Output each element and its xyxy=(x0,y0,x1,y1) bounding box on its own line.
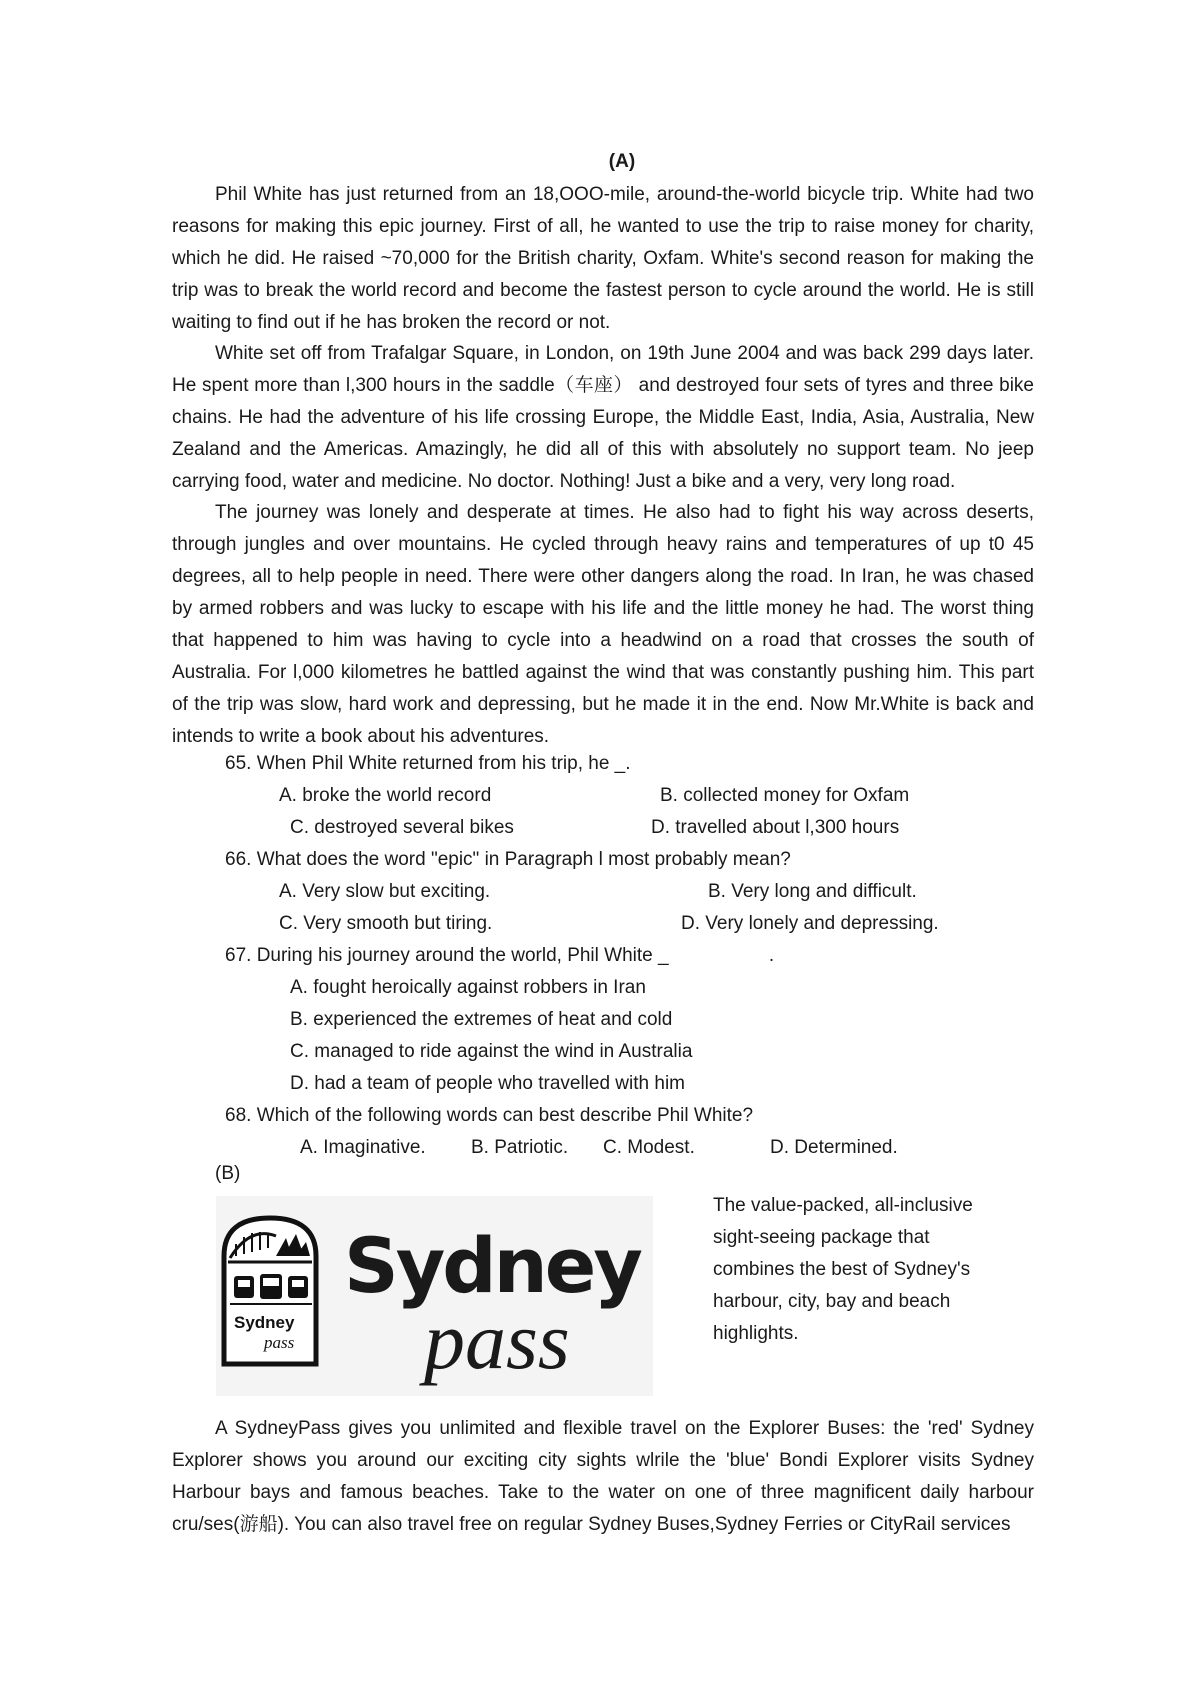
passage-a-paragraph-3: The journey was lonely and desperate at times. He also had to fight his way across deserts, through jungles and over mountains. He cycled through heavy rains and temperatures of up t0 45 degrees, all to help people in need. There were other dangers along the road. In Iran, he was chased by armed robbers and was lucky to escape with his life and the little money he had. The worst thing that happened to him was having to cycle into a headwind on a road that crosses the south of Australia. For l,000 kilometres he battled against the wind that was constantly pushing him. This part of the trip was slow, hard work and depressing, but he made it in the end. Now Mr.White is back and intends to write a book about his adventures. xyxy=(172,502,1034,747)
section-a-heading: (A) xyxy=(608,151,636,172)
question-68-option-c: C. Modest. xyxy=(603,1137,695,1158)
question-65-stem: 65. When Phil White returned from his trip, he _. xyxy=(225,753,631,774)
logo-title: Sydney xyxy=(344,1221,640,1310)
question-67-option-b: B. experienced the extremes of heat and cold xyxy=(290,1009,673,1030)
passage-a-paragraph-1: Phil White has just returned from an 18,OOO-mile, around-the-world bicycle trip. White had two reasons for making this epic journey. First of all, he wanted to use the trip to raise money for charity, which he did. He raised ~70,000 for the British charity, Oxfam. White's second reason for making the trip was to break the world record and become the fastest person to cycle around the world. He is still waiting to find out if he has broken the record or not. xyxy=(172,184,1034,333)
question-67-option-c: C. managed to ride against the wind in Australia xyxy=(290,1041,693,1062)
passage-a-paragraph-2: White set off from Trafalgar Square, in London, on 19th June 2004 and was back 299 days later. He spent more than l,300 hours in the saddle（车座） and destroyed four sets of tyres and three bike chains. He had the adventure of his life crossing Europe, the Middle East, India, Asia, Australia, New Zealand and the Americas. Amazingly, he did all of this with absolutely no support team. No jeep carrying food, water and medicine. No doctor. Nothing! Just a bike and a very, very long road. xyxy=(172,343,1034,492)
question-65-option-b: B. collected money for Oxfam xyxy=(660,785,910,806)
question-65-option-c: C. destroyed several bikes xyxy=(290,817,514,838)
question-68-stem: 68. Which of the following words can best describe Phil White? xyxy=(225,1105,754,1126)
question-65-option-d: D. travelled about l,300 hours xyxy=(651,817,900,838)
question-68-option-b: B. Patriotic. xyxy=(471,1137,569,1158)
section-b-label: (B) xyxy=(215,1163,241,1184)
question-66-option-c: C. Very smooth but tiring. xyxy=(279,913,493,934)
passage-b-paragraph-1: A SydneyPass gives you unlimited and flexible travel on the Explorer Buses: the 'red' Sydney Explorer shows you around our exciting city sights wlrile the 'blue' Bondi Explorer visits Sydney Harbour bays and famous beaches. Take to the water on one of three magnificent daily harbour cru/ses(游船). You can also travel free on regular Sydney Buses,Sydney Ferries or CityRail services xyxy=(172,1418,1034,1535)
question-67-option-a: A. fought heroically against robbers in Iran xyxy=(290,977,646,998)
sydney-pass-badge-icon xyxy=(224,1218,316,1364)
badge-subtitle: pass xyxy=(264,1333,295,1352)
question-66-option-d: D. Very lonely and depressing. xyxy=(681,913,939,934)
badge-title: Sydney xyxy=(234,1313,295,1332)
sydney-pass-intro: The value-packed, all-inclusive sight-seeing package that combines the best of Sydney's harbour, city, bay and beach highlights. xyxy=(713,1195,973,1344)
sydney-pass-logo xyxy=(216,1196,653,1396)
question-68-option-a: A. Imaginative. xyxy=(300,1137,426,1158)
question-66-stem: 66. What does the word "epic" in Paragraph l most probably mean? xyxy=(225,849,791,870)
question-66-option-a: A. Very slow but exciting. xyxy=(279,881,491,902)
question-68-option-d: D. Determined. xyxy=(770,1137,898,1158)
logo-subtitle: pass xyxy=(424,1295,570,1386)
question-67-option-d: D. had a team of people who travelled with him xyxy=(290,1073,685,1094)
question-67-stem: 67. During his journey around the world, Phil White _ . xyxy=(225,945,775,966)
question-66-option-b: B. Very long and difficult. xyxy=(708,881,917,902)
question-65-option-a: A. broke the world record xyxy=(279,785,492,806)
